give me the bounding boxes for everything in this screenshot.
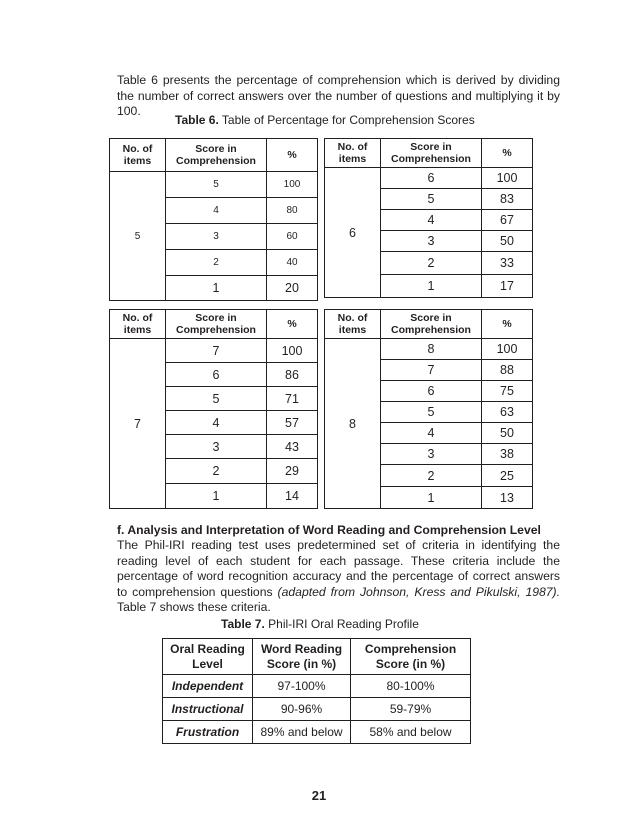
intro-paragraph: Table 6 presents the percentage of comprehension which is derived by dividing the number of correct answers over the number of questions and multiplying it by 100. bbox=[117, 73, 560, 118]
score-cell: 3 bbox=[166, 224, 267, 250]
header-oral-reading-level: Oral Reading Level bbox=[163, 639, 253, 675]
page-number: 21 bbox=[311, 788, 327, 803]
header-score: Score in Comprehension bbox=[166, 139, 267, 172]
header-score: Score in Comprehension bbox=[381, 310, 482, 339]
score-cell: 2 bbox=[381, 465, 482, 487]
header-word-reading-score: Word Reading Score (in %) bbox=[253, 639, 351, 675]
score-table-6-items bbox=[324, 138, 533, 298]
section-f-heading: f. Analysis and Interpretation of Word Reading and Comprehension Level bbox=[117, 523, 541, 537]
percent-cell: 88 bbox=[482, 360, 533, 381]
oral-reading-profile-table bbox=[162, 638, 471, 744]
score-cell: 3 bbox=[166, 435, 267, 459]
header-no-of-items: No. of items bbox=[325, 310, 381, 339]
header-no-of-items: No. of items bbox=[325, 139, 381, 168]
level-cell: Frustration bbox=[163, 721, 253, 744]
table6-caption bbox=[175, 113, 475, 127]
header-no-of-items: No. of items bbox=[110, 310, 166, 339]
no-of-items-cell: 5 bbox=[110, 172, 166, 301]
table7-title: Phil-IRI Oral Reading Profile bbox=[268, 617, 419, 631]
score-cell: 1 bbox=[166, 276, 267, 301]
percent-cell: 40 bbox=[267, 250, 318, 276]
percent-cell: 60 bbox=[267, 224, 318, 250]
percent-cell: 13 bbox=[482, 487, 533, 509]
percent-cell: 50 bbox=[482, 231, 533, 252]
header-score: Score in Comprehension bbox=[381, 139, 482, 168]
no-of-items-cell: 7 bbox=[110, 339, 166, 509]
header-score: Score in Comprehension bbox=[166, 310, 267, 339]
percent-cell: 25 bbox=[482, 465, 533, 487]
percent-cell: 100 bbox=[267, 172, 318, 198]
word-score-cell: 89% and below bbox=[253, 721, 351, 744]
percent-cell: 100 bbox=[482, 339, 533, 360]
percent-cell: 17 bbox=[482, 275, 533, 298]
no-of-items-cell: 8 bbox=[325, 339, 381, 509]
no-of-items-cell: 6 bbox=[325, 168, 381, 298]
table7-caption bbox=[221, 617, 419, 631]
table7-label: Table 7. bbox=[221, 617, 265, 631]
score-cell: 1 bbox=[381, 487, 482, 509]
header-percent: % bbox=[482, 139, 533, 168]
percent-cell: 100 bbox=[482, 168, 533, 189]
section-f-paragraph bbox=[117, 538, 560, 616]
percent-cell: 75 bbox=[482, 381, 533, 402]
score-cell: 5 bbox=[166, 172, 267, 198]
score-table-5-items bbox=[109, 138, 318, 301]
score-cell: 7 bbox=[381, 360, 482, 381]
section-f-body-2: Table 7 shows these criteria. bbox=[117, 600, 271, 614]
level-cell: Independent bbox=[163, 675, 253, 698]
score-cell: 6 bbox=[381, 381, 482, 402]
percent-cell: 43 bbox=[267, 435, 318, 459]
section-f-body-1: The Phil-IRI reading test uses predetermined set of criteria in identifying the reading level of each student for each passage. These criteria include the percentage of word recognition accuracy and the percentage of correct answers to comprehension questions bbox=[117, 538, 560, 599]
score-cell: 4 bbox=[381, 210, 482, 231]
score-cell: 2 bbox=[166, 459, 267, 484]
word-score-cell: 90-96% bbox=[253, 698, 351, 721]
word-score-cell: 97-100% bbox=[253, 675, 351, 698]
score-table-7-items bbox=[109, 309, 318, 509]
table6-title: Table of Percentage for Comprehension Scores bbox=[221, 113, 475, 127]
comprehension-score-cell: 59-79% bbox=[351, 698, 471, 721]
score-cell: 8 bbox=[381, 339, 482, 360]
percent-cell: 67 bbox=[482, 210, 533, 231]
score-cell: 7 bbox=[166, 339, 267, 363]
percent-cell: 71 bbox=[267, 387, 318, 411]
header-percent: % bbox=[267, 139, 318, 172]
percent-cell: 83 bbox=[482, 189, 533, 210]
comprehension-score-cell: 58% and below bbox=[351, 721, 471, 744]
score-cell: 5 bbox=[381, 189, 482, 210]
percent-cell: 33 bbox=[482, 252, 533, 275]
score-table-8-items bbox=[324, 309, 533, 509]
score-cell: 4 bbox=[166, 411, 267, 435]
header-percent: % bbox=[267, 310, 318, 339]
score-cell: 2 bbox=[166, 250, 267, 276]
section-f-citation: (adapted from Johnson, Kress and Pikulski, 1987). bbox=[277, 584, 560, 599]
score-cell: 6 bbox=[381, 168, 482, 189]
score-cell: 4 bbox=[166, 198, 267, 224]
percent-cell: 63 bbox=[482, 402, 533, 423]
header-percent: % bbox=[482, 310, 533, 339]
percent-cell: 20 bbox=[267, 276, 318, 301]
percent-cell: 29 bbox=[267, 459, 318, 484]
percent-cell: 57 bbox=[267, 411, 318, 435]
comprehension-score-cell: 80-100% bbox=[351, 675, 471, 698]
score-cell: 4 bbox=[381, 423, 482, 444]
level-cell: Instructional bbox=[163, 698, 253, 721]
score-cell: 5 bbox=[381, 402, 482, 423]
score-cell: 3 bbox=[381, 444, 482, 465]
percent-cell: 100 bbox=[267, 339, 318, 363]
score-cell: 1 bbox=[381, 275, 482, 298]
percent-cell: 38 bbox=[482, 444, 533, 465]
score-cell: 2 bbox=[381, 252, 482, 275]
percent-cell: 14 bbox=[267, 484, 318, 509]
score-cell: 1 bbox=[166, 484, 267, 509]
header-no-of-items: No. of items bbox=[110, 139, 166, 172]
percent-cell: 50 bbox=[482, 423, 533, 444]
score-cell: 3 bbox=[381, 231, 482, 252]
percent-cell: 80 bbox=[267, 198, 318, 224]
header-comprehension-score: Comprehension Score (in %) bbox=[351, 639, 471, 675]
score-cell: 6 bbox=[166, 363, 267, 387]
score-cell: 5 bbox=[166, 387, 267, 411]
table6-label: Table 6. bbox=[175, 113, 219, 127]
percent-cell: 86 bbox=[267, 363, 318, 387]
